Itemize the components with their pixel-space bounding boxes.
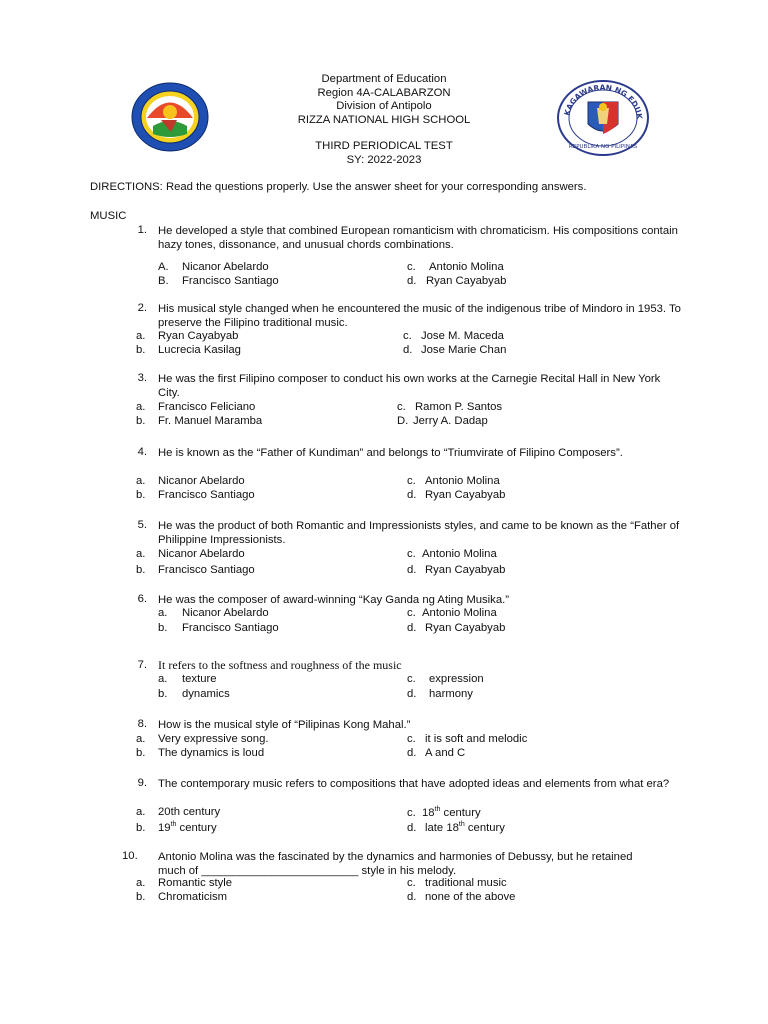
option-a: a. 20th century [136, 806, 221, 818]
header-school: RIZZA NATIONAL HIGH SCHOOL [297, 113, 471, 126]
option-a: a. Nicanor Abelardo [158, 607, 269, 619]
option-d: d. Ryan Cayabyab [407, 275, 507, 287]
option-b: b. Francisco Santiago [158, 622, 279, 634]
question-text: He developed a style that combined European romanticism with chromaticism. His compositions contain hazy tones, dissonance, and unusual chords combinations. [158, 225, 678, 251]
header-division: Division of Antipolo [336, 100, 432, 112]
question-number: 8. [137, 718, 147, 730]
question-text: His musical style changed when he encountered the music of the indigenous tribe of Mindoro in 1953. To preserve the Filipino traditional music. [158, 303, 681, 329]
option-c: c. traditional music [407, 877, 507, 889]
option-b: b. Francisco Santiago [136, 489, 255, 501]
question-text: He is known as the “Father of Kundiman” and belongs to “Triumvirate of Filipino Composers”. [158, 447, 623, 459]
option-b: b. dynamics [158, 688, 230, 700]
option-d: d. Jose Marie Chan [403, 344, 507, 356]
option-c: c. Ramon P. Santos [397, 401, 503, 413]
question-text: Antonio Molina was the fascinated by the dynamics and harmonies of Debussy, but he retained much of _________________________ style in his melody. [158, 851, 633, 877]
option-d: d. Ryan Cayabyab [407, 489, 506, 501]
option-d: d. harmony [407, 688, 473, 700]
question-number: 3. [137, 372, 147, 384]
option-b: b. Fr. Manuel Maramba [136, 415, 263, 427]
question-number: 4. [137, 446, 147, 458]
option-b: b. Lucrecia Kasilag [136, 344, 241, 356]
option-c: c. 18th century [407, 806, 481, 819]
option-b: b. The dynamics is loud [136, 747, 265, 759]
question-number: 9. [137, 777, 147, 789]
question-text: He was the product of both Romantic and Impressionists styles, and came to be known as the “Father of Philippine Impressionists. [158, 520, 680, 546]
question-number: 6. [137, 593, 147, 605]
option-a: a. texture [158, 673, 217, 685]
option-c: c. expression [407, 673, 484, 685]
option-b: b. Chromaticism [136, 891, 228, 903]
option-d: D. Jerry A. Dadap [397, 415, 488, 427]
seal-bottom-text: REPUBLIKA NG PILIPINAS [568, 144, 638, 150]
option-c: c. it is soft and melodic [407, 733, 528, 745]
option-d: d. none of the above [407, 891, 516, 903]
option-c: c. Antonio Molina [407, 548, 497, 560]
header-region: Region 4A-CALABARZON [317, 86, 451, 99]
option-b: b. Francisco Santiago [136, 564, 255, 576]
option-c: c. Antonio Molina [407, 607, 497, 619]
option-d: d. late 18th century [407, 821, 505, 834]
option-b: B. Francisco Santiago [158, 275, 279, 287]
question-text: It refers to the softness and roughness of the music [158, 658, 402, 672]
option-a: a. Nicanor Abelardo [136, 475, 245, 487]
question-text: He was the first Filipino composer to conduct his own works at the Carnegie Recital Hall in New York City. [158, 373, 661, 399]
question-number: 2. [137, 302, 147, 314]
option-a: a. Nicanor Abelardo [136, 548, 245, 560]
option-c: c. Antonio Molina [407, 261, 504, 273]
section-title: MUSIC [90, 210, 127, 222]
option-a: a. Very expressive song. [136, 733, 269, 745]
question-number: 5. [137, 519, 147, 531]
header-school-year: SY: 2022-2023 [346, 153, 422, 166]
option-c: c. Jose M. Maceda [403, 330, 504, 342]
option-a: A. Nicanor Abelardo [158, 261, 269, 273]
header-test-title: THIRD PERIODICAL TEST [315, 140, 453, 152]
option-d: d. A and C [407, 747, 466, 759]
directions: DIRECTIONS: Read the questions properly. Use the answer sheet for your corresponding answers. [90, 181, 587, 193]
option-c: c. Antonio Molina [407, 475, 500, 487]
question-text: How is the musical style of “Pilipinas Kong Mahal.” [158, 719, 411, 731]
seal-top-text: KAGAWARAN NG EDUK [562, 82, 645, 120]
option-a: a. Ryan Cayabyab [136, 330, 239, 342]
option-a: a. Francisco Feliciano [136, 401, 256, 413]
question-number: 10. [122, 850, 138, 862]
option-d: d. Ryan Cayabyab [407, 564, 506, 576]
question-text: He was the composer of award-winning “Kay Ganda ng Ating Musika.” [158, 594, 510, 606]
header-department: Department of Education [321, 73, 447, 85]
document-header [0, 73, 768, 167]
question-number: 1. [137, 224, 147, 236]
option-b: b. 19th century [136, 821, 217, 834]
option-a: a. Romantic style [136, 877, 233, 889]
option-d: d. Ryan Cayabyab [407, 622, 506, 634]
question-text: The contemporary music refers to compositions that have adopted ideas and elements from what era? [158, 778, 670, 790]
question-number: 7. [137, 659, 147, 671]
